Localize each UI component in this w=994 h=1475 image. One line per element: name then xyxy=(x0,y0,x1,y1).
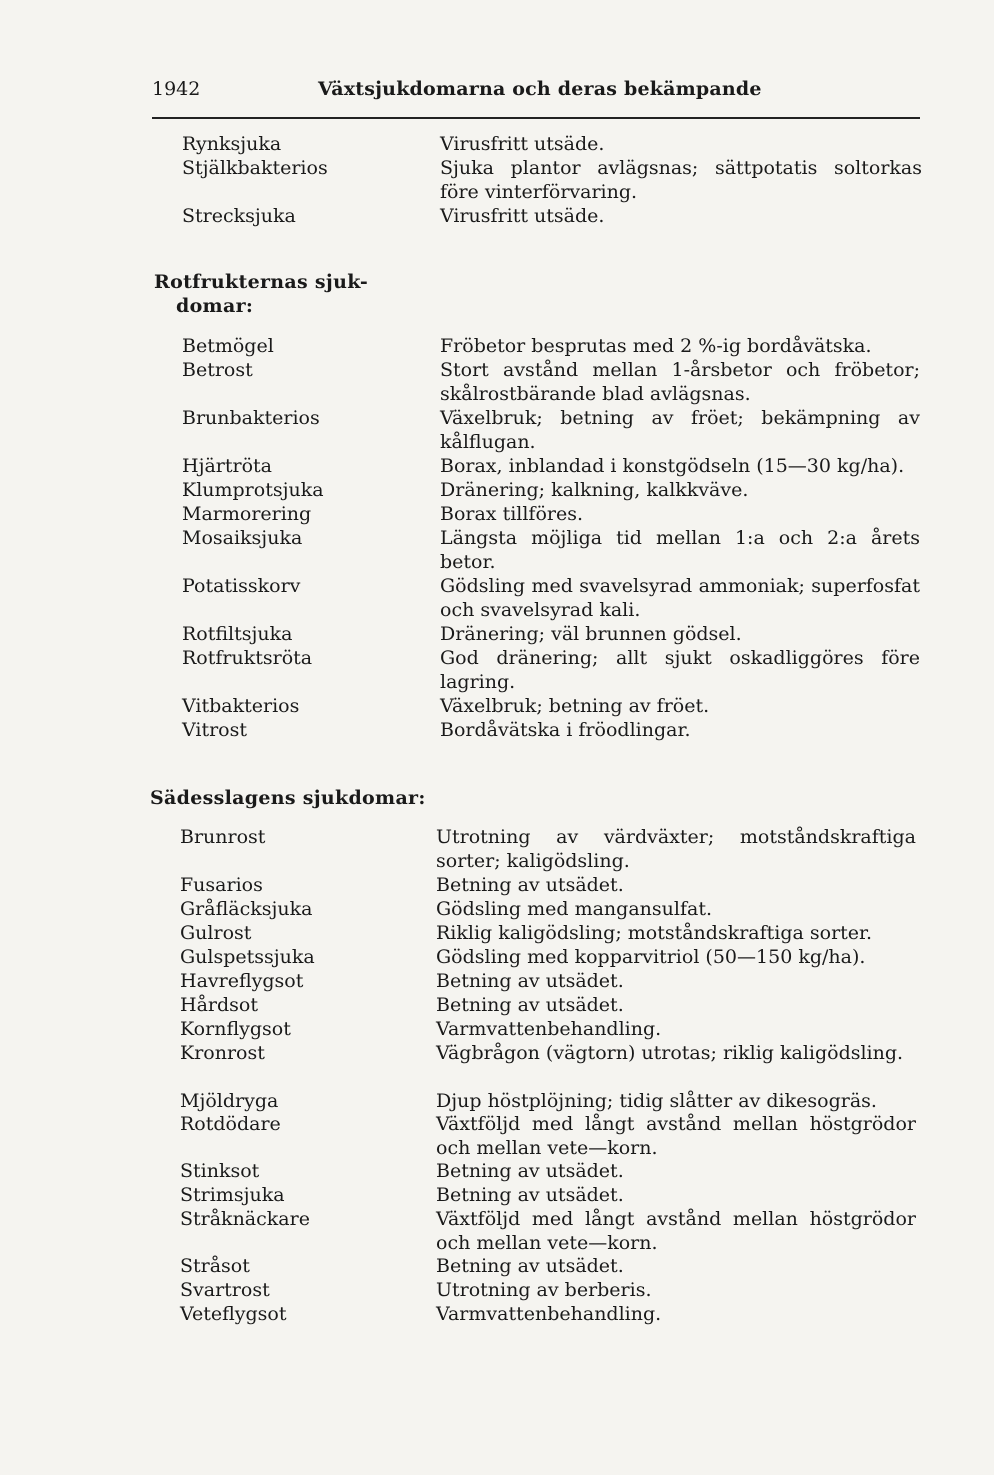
header-rule xyxy=(152,117,920,119)
remedy-text: Virusfritt utsäde. xyxy=(440,133,605,155)
table-row xyxy=(0,1017,994,1041)
table-row xyxy=(0,1159,994,1183)
disease-name: Havreflygsot xyxy=(180,970,304,992)
table-row xyxy=(0,334,994,358)
table-row xyxy=(0,1183,994,1207)
remedy-text: Sjuka plantor avlägsnas; sättpotatis soltorkas före vinterförvaring. xyxy=(440,157,922,203)
table-row xyxy=(0,646,994,693)
disease-name: Stinksot xyxy=(180,1160,260,1182)
table-row xyxy=(0,1112,994,1159)
table-row xyxy=(0,526,994,573)
remedy-text: Gödsling med svavelsyrad ammoniak; superfosfat och svavelsyrad kali. xyxy=(440,575,920,621)
remedy-text: Borax tillföres. xyxy=(440,503,584,525)
remedy-text: Stort avstånd mellan 1-årsbetor och fröbetor; skålrostbärande blad avlägsnas. xyxy=(440,359,920,405)
disease-name: Mjöldryga xyxy=(180,1090,279,1112)
disease-name: Fusarios xyxy=(180,874,263,896)
table-row xyxy=(0,897,994,921)
table-row xyxy=(0,358,994,405)
disease-name: Veteflygsot xyxy=(180,1303,287,1325)
remedy-text: Dränering; väl brunnen gödsel. xyxy=(440,623,742,645)
disease-name: Marmorering xyxy=(182,503,312,525)
table-row xyxy=(0,1207,994,1254)
table-row xyxy=(0,574,994,621)
disease-name: Gulspetssjuka xyxy=(180,946,315,968)
remedy-text: Utrotning av värdväxter; motståndskraftiga sorter; kaligödsling. xyxy=(436,826,916,872)
remedy-text: Längsta möjliga tid mellan 1:a och 2:a årets betor. xyxy=(440,527,920,573)
disease-name: Gulrost xyxy=(180,922,252,944)
disease-name: Gråfläcksjuka xyxy=(180,898,313,920)
disease-name: Svartrost xyxy=(180,1279,270,1301)
remedy-text: Borax, inblandad i konstgödseln (15—30 kg/ha). xyxy=(440,455,905,477)
disease-name: Vitrost xyxy=(182,719,248,741)
section-heading: Sädesslagens sjukdomar: xyxy=(150,787,426,809)
table-row xyxy=(0,406,994,453)
disease-name: Brunrost xyxy=(180,826,266,848)
disease-name: Rynksjuka xyxy=(182,133,282,155)
table-row xyxy=(0,945,994,969)
section-heading-continued: domar: xyxy=(176,295,254,317)
table-row xyxy=(0,1041,994,1065)
disease-name: Strecksjuka xyxy=(182,205,296,227)
table-row xyxy=(0,969,994,993)
disease-name: Hårdsot xyxy=(180,994,258,1016)
remedy-text: Växelbruk; betning av fröet; bekämpning av kålflugan. xyxy=(440,407,920,453)
table-row xyxy=(0,921,994,945)
disease-name: Potatisskorv xyxy=(182,575,301,597)
table-row xyxy=(0,718,994,742)
table-row xyxy=(0,1278,994,1302)
section-heading: Rotfrukternas sjuk- xyxy=(154,271,369,293)
disease-name: Rotfruktsröta xyxy=(182,647,313,669)
page-header xyxy=(152,78,920,104)
table-row xyxy=(0,622,994,646)
remedy-text: Djup höstplöjning; tidig slåtter av dikesogräs. xyxy=(436,1090,877,1112)
disease-name: Strimsjuka xyxy=(180,1184,285,1206)
remedy-text: Utrotning av berberis. xyxy=(436,1279,652,1301)
disease-name: Kronrost xyxy=(180,1042,265,1064)
table-row xyxy=(0,993,994,1017)
table-row xyxy=(0,1089,994,1113)
disease-name: Brunbakterios xyxy=(182,407,320,429)
table-row xyxy=(0,204,994,228)
remedy-text: Betning av utsädet. xyxy=(436,1255,624,1277)
table-row xyxy=(0,156,994,203)
remedy-text: Betning av utsädet. xyxy=(436,970,624,992)
table-row xyxy=(0,502,994,526)
table-row xyxy=(0,825,994,872)
remedy-text: Gödsling med kopparvitriol (50—150 kg/ha). xyxy=(436,946,866,968)
remedy-text: Växelbruk; betning av fröet. xyxy=(440,695,710,717)
table-row xyxy=(0,873,994,897)
remedy-text: Betning av utsädet. xyxy=(436,1160,624,1182)
table-row xyxy=(0,1302,994,1326)
table-row xyxy=(0,478,994,502)
disease-name: Vitbakterios xyxy=(182,695,300,717)
table-row xyxy=(0,132,994,156)
running-title: Växtsjukdomarna och deras bekämpande xyxy=(318,78,762,100)
remedy-text: Dränering; kalkning, kalkkväve. xyxy=(440,479,749,501)
disease-name: Mosaiksjuka xyxy=(182,527,303,549)
disease-name: Stråsot xyxy=(180,1255,250,1277)
remedy-text: Gödsling med mangansulfat. xyxy=(436,898,712,920)
remedy-text: Betning av utsädet. xyxy=(436,1184,624,1206)
disease-name: Betrost xyxy=(182,359,253,381)
remedy-text: Bordåvätska i fröodlingar. xyxy=(440,719,691,741)
table-row xyxy=(0,454,994,478)
disease-name: Betmögel xyxy=(182,335,274,357)
remedy-text: Betning av utsädet. xyxy=(436,994,624,1016)
table-row xyxy=(0,694,994,718)
remedy-text: Växtföljd med långt avstånd mellan höstgrödor och mellan vete—korn. xyxy=(436,1208,916,1254)
disease-name: Stjälkbakterios xyxy=(182,157,328,179)
remedy-text: Virusfritt utsäde. xyxy=(440,205,605,227)
disease-name: Stråknäckare xyxy=(180,1208,310,1230)
remedy-text: Riklig kaligödsling; motståndskraftiga sorter. xyxy=(436,922,873,944)
disease-name: Kornflygsot xyxy=(180,1018,291,1040)
remedy-text: Betning av utsädet. xyxy=(436,874,624,896)
remedy-text: Varmvattenbehandling. xyxy=(436,1303,662,1325)
disease-name: Rotdödare xyxy=(180,1113,281,1135)
remedy-text: God dränering; allt sjukt oskadliggöres före lagring. xyxy=(440,647,920,693)
table-row xyxy=(0,1254,994,1278)
remedy-text: Vägbrågon (vägtorn) utrotas; riklig kaligödsling. xyxy=(436,1042,904,1064)
remedy-text: Fröbetor besprutas med 2 %-ig bordåvätska. xyxy=(440,335,872,357)
page-number: 1942 xyxy=(152,78,201,100)
remedy-text: Varmvattenbehandling. xyxy=(436,1018,662,1040)
remedy-text: Växtföljd med långt avstånd mellan höstgrödor och mellan vete—korn. xyxy=(436,1113,916,1159)
disease-name: Klumprotsjuka xyxy=(182,479,324,501)
disease-name: Rotfiltsjuka xyxy=(182,623,293,645)
disease-name: Hjärtröta xyxy=(182,455,272,477)
